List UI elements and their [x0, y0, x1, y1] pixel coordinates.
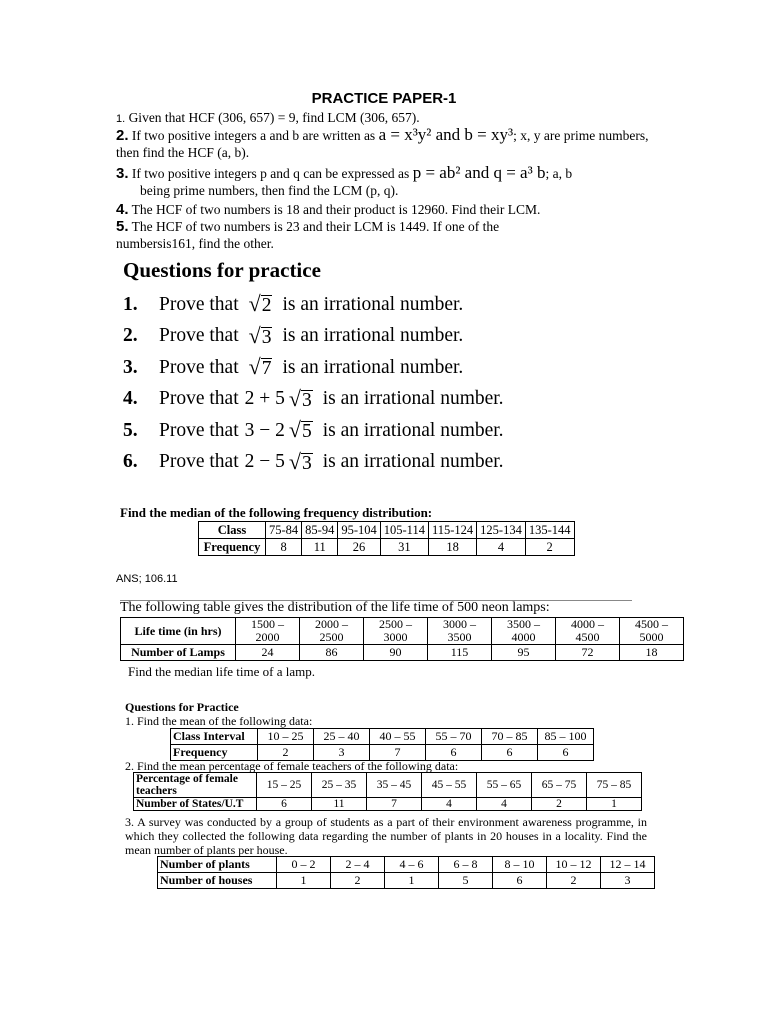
question-number: 5. — [116, 218, 129, 235]
table-cell: 4 — [477, 798, 532, 811]
table-cell: 1 — [385, 873, 439, 889]
question-2 — [116, 126, 661, 161]
table-cell: 7 — [370, 745, 426, 761]
table-cell: 105-114 — [380, 522, 428, 539]
table-cell: 6 — [426, 745, 482, 761]
mean-table-1 — [170, 728, 594, 761]
table-cell — [364, 618, 428, 645]
item-text: Prove that — [159, 293, 239, 315]
table-row — [171, 729, 594, 745]
radicand: 2 — [261, 295, 272, 317]
item-text: is an irrational number. — [322, 451, 504, 473]
table-cell: 40 – 55 — [370, 729, 426, 745]
question-text: Given that HCF (306, 657) = 9, find LCM (306, 657). — [128, 110, 420, 125]
class-end: 3500 — [447, 630, 472, 644]
question-text: The HCF of two numbers is 18 and their product is 12960. Find their LCM. — [131, 202, 541, 217]
class-start: 2500 – — [379, 617, 412, 631]
table-cell: 25 – 40 — [314, 729, 370, 745]
square-root — [249, 293, 273, 316]
math-prefix: 2 + 5 — [244, 388, 285, 410]
median-caption: Find the median of the following frequency distribution: — [120, 505, 433, 520]
class-end: 3000 — [383, 630, 408, 644]
class-start: 3000 – — [443, 617, 476, 631]
row-label: Number of States/U.T — [134, 798, 257, 811]
square-root — [248, 322, 273, 348]
row-label: Number of houses — [158, 873, 277, 889]
table-cell: 125-134 — [477, 522, 526, 539]
table-cell: 4 — [422, 798, 477, 811]
table-row — [121, 645, 684, 661]
answer-text: ANS; 106.11 — [116, 573, 178, 585]
row-label: Number of Lamps — [121, 645, 236, 661]
table-cell: 95 — [492, 645, 556, 661]
table-cell: 18 — [428, 539, 476, 556]
table-cell: 0 – 2 — [277, 857, 331, 873]
table-cell: 2 — [547, 873, 601, 889]
table-row — [134, 773, 642, 798]
class-start: 1500 – — [251, 617, 284, 631]
practice-item — [123, 321, 504, 353]
class-start: 3500 – — [507, 617, 540, 631]
radicand: 3 — [301, 452, 312, 474]
table-cell: 95-104 — [338, 522, 380, 539]
item-text: is an irrational number. — [282, 356, 464, 378]
practice2-heading: Questions for Practice — [125, 700, 239, 714]
practice-list — [123, 289, 504, 478]
table-cell — [492, 618, 556, 645]
table-cell: 24 — [236, 645, 300, 661]
question-number: 4. — [116, 201, 129, 218]
lamps-caption: The following table gives the distribution of the life time of 500 neon lamps: — [120, 600, 550, 615]
square-root — [289, 419, 313, 442]
table-cell: 11 — [302, 539, 338, 556]
question-text: being prime numbers, then find the LCM (p, q). — [140, 183, 399, 198]
table-cell: 55 – 65 — [477, 773, 532, 798]
radicand: 3 — [301, 389, 312, 411]
mean-table-2 — [133, 772, 642, 811]
question-number: 2. — [116, 127, 129, 144]
table-cell: 35 – 45 — [367, 773, 422, 798]
table-cell: 90 — [364, 645, 428, 661]
question-text: The HCF of two numbers is 23 and their LCM is 1449. If one of the — [131, 219, 500, 234]
table-cell: 25 – 35 — [312, 773, 367, 798]
practice-item — [123, 447, 504, 479]
radical-sign-icon: √ — [248, 291, 261, 317]
table-cell: 6 — [482, 745, 538, 761]
practice-item — [123, 384, 504, 416]
table-cell: 6 — [493, 873, 547, 889]
table-cell: 86 — [300, 645, 364, 661]
radical-sign-icon: √ — [248, 322, 261, 348]
item-number: 4. — [123, 388, 138, 410]
question-number: 1. — [116, 113, 126, 125]
radicand: 3 — [261, 326, 272, 348]
table-row — [199, 522, 575, 539]
table-cell: 2 — [532, 798, 587, 811]
question-text: numbersis161, find the other. — [116, 236, 274, 251]
row-label: Life time (in hrs) — [121, 618, 236, 645]
table-cell: 6 — [257, 798, 312, 811]
table-cell: 2 — [525, 539, 574, 556]
table-cell: 1 — [277, 873, 331, 889]
table-row — [158, 873, 655, 889]
table-cell: 85 – 100 — [538, 729, 594, 745]
row-label: Frequency — [171, 745, 258, 761]
class-end: 2500 — [319, 630, 344, 644]
table-cell: 3 — [314, 745, 370, 761]
table-cell: 115-124 — [428, 522, 476, 539]
table-cell: 2 – 4 — [331, 857, 385, 873]
table-cell — [236, 618, 300, 645]
row-label: Class Interval — [171, 729, 258, 745]
table-cell: 31 — [380, 539, 428, 556]
item-text: Prove that — [159, 388, 239, 410]
table-row — [134, 798, 642, 811]
table-cell: 4 – 6 — [385, 857, 439, 873]
table-cell — [300, 618, 364, 645]
class-start: 4500 – — [635, 617, 668, 631]
square-root — [288, 385, 313, 411]
table-cell: 2 — [258, 745, 314, 761]
practice2-q3: 3. A survey was conducted by a group of students as a part of their environment awareness programme, in which they collected the following data regarding the number of plants in 20 houses in a locality. Find the mean number of plants per house. — [125, 815, 647, 857]
lamps-table — [120, 617, 684, 661]
practice-item — [123, 352, 504, 384]
question-4 — [116, 201, 661, 218]
radical-sign-icon: √ — [288, 448, 301, 474]
square-root — [249, 356, 273, 379]
table-cell: 75-84 — [266, 522, 302, 539]
table-cell: 115 — [428, 645, 492, 661]
page-title: PRACTICE PAPER-1 — [311, 90, 457, 107]
table-cell — [620, 618, 684, 645]
class-end: 4500 — [575, 630, 600, 644]
table-cell: 4 — [477, 539, 526, 556]
math-prefix: 2 − 5 — [244, 451, 285, 473]
row-label: Percentage of female teachers — [134, 773, 257, 798]
table-cell: 2 — [331, 873, 385, 889]
table-cell: 45 – 55 — [422, 773, 477, 798]
item-number: 3. — [123, 356, 138, 378]
class-start: 4000 – — [571, 617, 604, 631]
table-cell: 75 – 85 — [587, 773, 642, 798]
table-cell: 55 – 70 — [426, 729, 482, 745]
question-3 — [116, 164, 661, 199]
practice2-q2: 2. Find the mean percentage of female teachers of the following data: — [125, 759, 459, 773]
table-cell: 6 – 8 — [439, 857, 493, 873]
item-text: Prove that — [159, 325, 239, 347]
class-start: 2000 – — [315, 617, 348, 631]
math-expression: a = x³y² and b = xy³ — [378, 125, 514, 144]
table-cell: 15 – 25 — [257, 773, 312, 798]
table-cell: 8 – 10 — [493, 857, 547, 873]
practice-heading: Questions for practice — [123, 258, 321, 282]
practice-item — [123, 289, 504, 321]
table-row — [158, 857, 655, 873]
table-cell: 135-144 — [525, 522, 574, 539]
practice-item — [123, 415, 504, 447]
item-number: 5. — [123, 419, 138, 441]
radicand: 7 — [261, 358, 272, 380]
item-number: 6. — [123, 451, 138, 473]
table-cell — [556, 618, 620, 645]
table-cell: 70 – 85 — [482, 729, 538, 745]
question-text: If two positive integers a and b are written as — [131, 128, 376, 143]
question-text: If two positive integers p and q can be expressed as — [131, 166, 410, 181]
row-label: Frequency — [199, 539, 266, 556]
median-table — [198, 521, 575, 556]
question-number: 3. — [116, 165, 129, 182]
table-cell: 26 — [338, 539, 380, 556]
radical-sign-icon: √ — [288, 417, 301, 443]
table-cell — [428, 618, 492, 645]
class-end: 4000 — [511, 630, 536, 644]
item-number: 1. — [123, 293, 138, 315]
question-5 — [116, 218, 661, 252]
item-text: is an irrational number. — [282, 293, 464, 315]
table-cell: 8 — [266, 539, 302, 556]
row-label: Number of plants — [158, 857, 277, 873]
question-text: ; x, y are prime numbers, then find the HCF (a, b). — [116, 128, 649, 160]
table-cell: 72 — [556, 645, 620, 661]
math-prefix: 3 − 2 — [244, 419, 285, 441]
radical-sign-icon: √ — [288, 385, 301, 411]
table-cell: 6 — [538, 745, 594, 761]
practice-section — [123, 258, 504, 478]
table-row — [199, 539, 575, 556]
table-cell: 65 – 75 — [532, 773, 587, 798]
item-text: Prove that — [159, 419, 239, 441]
item-number: 2. — [123, 325, 138, 347]
table-cell: 85-94 — [302, 522, 338, 539]
row-label: Class — [199, 522, 266, 539]
table-cell: 3 — [601, 873, 655, 889]
radicand: 5 — [301, 421, 312, 443]
item-text: is an irrational number. — [322, 388, 504, 410]
item-text: Prove that — [159, 356, 239, 378]
item-text: Prove that — [159, 451, 239, 473]
item-text: is an irrational number. — [322, 419, 504, 441]
math-expression: p = ab² and q = a³ b — [412, 163, 546, 182]
class-end: 2000 — [255, 630, 280, 644]
item-text: is an irrational number. — [282, 325, 464, 347]
square-root — [288, 448, 313, 474]
table-cell: 7 — [367, 798, 422, 811]
class-end: 5000 — [639, 630, 664, 644]
table-row — [121, 618, 684, 645]
lamps-footer: Find the median life time of a lamp. — [128, 664, 316, 679]
table-cell: 12 – 14 — [601, 857, 655, 873]
table-cell: 11 — [312, 798, 367, 811]
table-cell: 5 — [439, 873, 493, 889]
table-cell: 18 — [620, 645, 684, 661]
practice2-q1: 1. Find the mean of the following data: — [125, 714, 313, 728]
table-cell: 10 – 12 — [547, 857, 601, 873]
table-cell: 1 — [587, 798, 642, 811]
table-cell: 10 – 25 — [258, 729, 314, 745]
radical-sign-icon: √ — [248, 354, 261, 380]
mean-table-3 — [157, 856, 655, 889]
question-text: ; a, b — [545, 166, 573, 181]
